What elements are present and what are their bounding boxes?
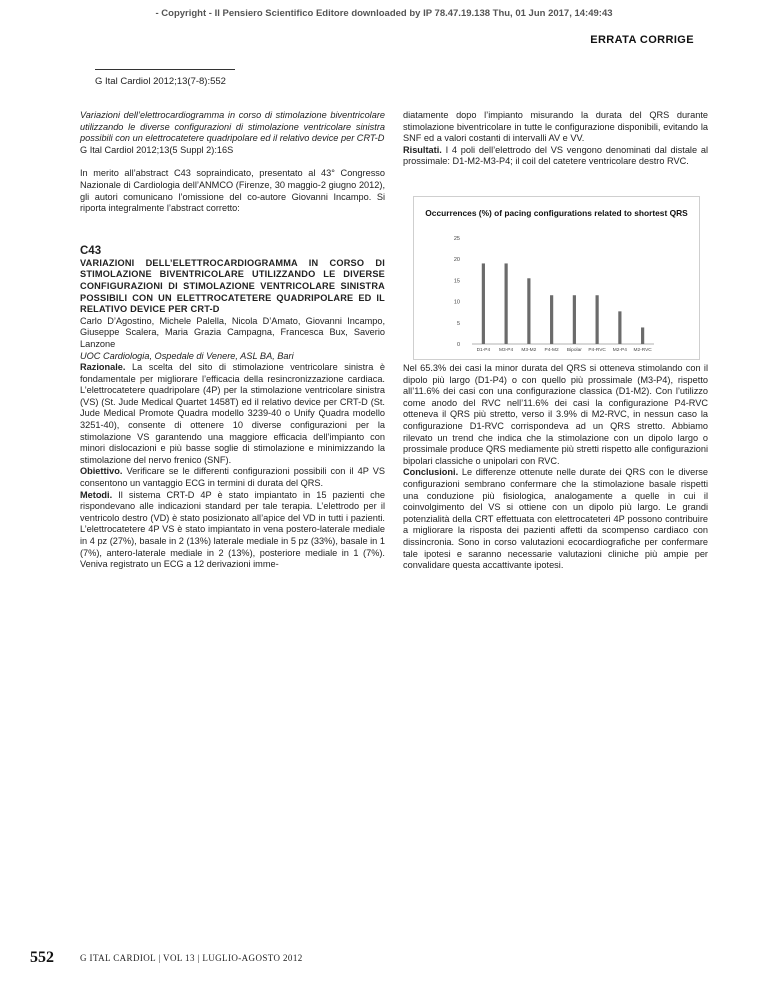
conclusioni-paragraph	[403, 467, 708, 571]
header-rule	[95, 69, 235, 70]
bar	[527, 278, 530, 344]
bar-chart	[413, 196, 700, 360]
metodi-paragraph	[80, 490, 385, 571]
y-tick-label: 20	[453, 257, 460, 264]
chart-plot	[414, 197, 699, 359]
risultati-paragraph	[403, 145, 708, 168]
bar	[505, 263, 508, 344]
bar	[550, 295, 553, 344]
conclusioni-text: Le differenze ottenute nelle durate dei QRS con le diverse configurazioni sembrano confermare che la stimolazione basale rispetti una conduzione più fisiologica, analogamente a quelle in cui il coinvolgimento del VS si ottiene con un dipolo più largo. Le grandi potenzialità della CRT effettuata con elettrocateteri 4P possono contribuire a migliorare la risposta dei pazienti affetti da scompenso cardiaco con dissincronia. Sono in corso valutazioni ecocardiografiche per confermare tale ipotesi e saranno necessarie valutazioni cliniche più ampie per convalidare questa accattivante ipotesi.	[403, 467, 708, 571]
obiettivo-label: Obiettivo.	[80, 466, 123, 477]
y-tick-label: 0	[456, 342, 460, 348]
reference-citation: G Ital Cardiol 2012;13(7-8):552	[95, 76, 226, 87]
errata-intro: In merito all’abstract C43 sopraindicato, presentato al 43° Congresso Nazionale di Cardiologia dell’ANMCO (Firenze, 30 maggio-2 giugno 2012), gli autori comunicano l’omissione del co-autore Giovanni Incampo. Si riporta integralmente l’abstract corretto:	[80, 168, 385, 214]
original-citation: G Ital Cardiol 2012;13(5 Suppl 2):16S	[80, 144, 234, 155]
y-tick-label: 15	[453, 278, 460, 285]
x-tick-label: D1-P4	[476, 348, 491, 353]
obiettivo-paragraph	[80, 466, 385, 489]
risultati-text: I 4 poli dell’elettrodo del VS vengono denominati dal distale al prossimale: D1-M2-M3-P4; il coil del catetere ventricolare destro RVC.	[403, 144, 708, 167]
x-tick-label: M3-M2	[521, 348, 537, 353]
bar	[618, 311, 621, 344]
x-tick-label: M2-P4	[612, 348, 627, 353]
x-tick-label: Bipolar	[566, 348, 582, 353]
abstract-authors: Carlo D’Agostino, Michele Palella, Nicola D’Amato, Giovanni Incampo, Giuseppe Scalera, Maria Grazia Campagna, Francesca Bux, Saverio Lanzone	[80, 315, 385, 349]
right-column-bottom	[403, 363, 708, 572]
obiettivo-text: Verificare se le differenti configurazioni possibili con il 4P VS consentono un vantaggio ECG in termini di durata del QRS.	[80, 466, 385, 489]
results-paragraph-2: Nel 65.3% dei casi la minor durata del QRS si otteneva stimolando con il dipolo più largo (D1-P4) o con quello più prossimale (M3-P4), rispetto all’11.6% dei casi con una configurazione classica (D1-M2). Con l’utilizzo come anodo del RVC nell’11.6% dei casi la configurazione P4-RVC otteneva il QRS più stretto, verso il 3.9% di M2-RVC, in nessun caso la configurazione D1-RVC corrispondeva ad un QRS stretto. Abbiamo rilevato un trend che indica che la stimolazione con un dipolo largo o prossimale produce QRS mediamente più stretti rispetto alle configurazioni bipolari classiche o unipolari con RVC.	[403, 363, 708, 466]
x-tick-label: M3-P4	[499, 348, 514, 353]
bar	[482, 263, 485, 344]
bar	[573, 295, 576, 344]
x-tick-label: P4-M2	[544, 348, 559, 353]
risultati-label: Risultati.	[403, 144, 442, 155]
chart-title: Occurrences (%) of pacing configurations related to shortest QRS	[425, 208, 688, 218]
original-title: Variazioni dell’elettrocardiogramma in corso di stimolazione biventricolare utilizzando le diverse configurazioni di stimolazione ventricolare sinistra possibili con un elettrocatetere quadripolare ed il relativo device per CRT-D	[80, 110, 385, 144]
abstract-title: VARIAZIONI DELL’ELETTROCARDIOGRAMMA IN CORSO DI STIMOLAZIONE BIVENTRICOLARE UTILIZZANDO LE DIVERSE CONFIGURAZIONI DI STIMOLAZIONE VENTRICOLARE SINISTRA POSSIBILI CON UN ELETTROCATETERE QUADRIPOLARE ED IL RELATIVO DEVICE PER CRT-D	[80, 257, 385, 315]
copyright-notice: - Copyright - Il Pensiero Scientifico Editore downloaded by IP 78.47.19.138 Thu, 01 Jun 2017, 14:49:43	[155, 8, 613, 19]
y-tick-label: 25	[453, 236, 460, 242]
razionale-paragraph	[80, 362, 385, 466]
metodi-label: Metodi.	[80, 489, 113, 500]
journal-footer: G ITAL CARDIOL | VOL 13 | LUGLIO-AGOSTO 2012	[80, 953, 303, 963]
conclusioni-label: Conclusioni.	[403, 467, 459, 478]
left-column	[80, 110, 385, 571]
metodi-text: Il sistema CRT-D 4P è stato impiantato in 15 pazienti che rispondevano alle indicazioni standard per tale terapia. L’elettrodo per il ventricolo destro (VD) è stato posizionato all’apice del VD in tutti i pazienti. L’elettrocatetere 4P VS è stato impiantato in vena postero-laterale mediale in 4 pz (27%), basale in 2 (13%) laterale mediale in 5 pz (33%), basale in 1 (7%), antero-laterale mediale in 2 (13%), posteriore mediale in 1 (7%). Veniva registrato un ECG a 12 derivazioni imme-	[80, 489, 385, 570]
razionale-text: La scelta del sito di stimolazione ventricolare sinistra è fondamentale per migliorare l’efficacia della resincronizzazione cardiaca. L’elettrocatetere quadripolare (4P) per la stimolazione ventricolare sinistra (VS) (St. Jude Medical Quartet 1458T) ed il relativo device per CRT-D (St. Jude Medical Promote Quadra modello 3239-40 o Unify Quadra modello 3251-40), consente di ottenere 10 diverse configurazioni per la stimolazione VS garantendo una maggiore efficacia dell’impianto con minori dislocazioni e più basse soglie di stimolazione e minimizzando la stimolazione del nervo frenico (SNF).	[80, 362, 385, 465]
bar	[641, 327, 644, 344]
abstract-code: C43	[80, 244, 102, 257]
bar	[596, 295, 599, 344]
metodi-continuation: diatamente dopo l’impianto misurando la durata del QRS durante stimolazione biventricolare in tutte le configurazione disponibili, evitando la SNF ed a valori costanti di intervalli AV e VV.	[403, 110, 708, 144]
razionale-label: Razionale.	[80, 362, 126, 373]
y-tick-label: 5	[456, 320, 460, 327]
x-tick-label: P4-RVC	[588, 348, 606, 353]
page-number: 552	[30, 949, 54, 966]
section-title: ERRATA CORRIGE	[590, 34, 694, 46]
abstract-affiliation: UOC Cardiologia, Ospedale di Venere, ASL BA, Bari	[80, 350, 294, 361]
x-tick-label: M2-RVC	[633, 348, 652, 353]
right-column-top	[403, 110, 708, 168]
y-tick-label: 10	[453, 299, 460, 306]
